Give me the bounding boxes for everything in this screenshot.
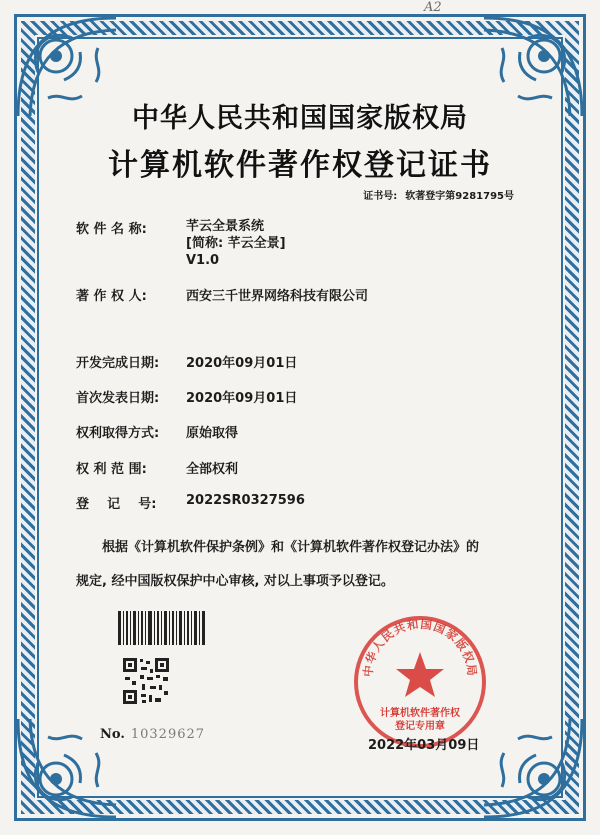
field-label: 登 记 号:	[76, 497, 157, 512]
field-registration-number	[76, 493, 305, 512]
corner-ornament	[474, 709, 592, 827]
field-copyright-owner	[76, 285, 369, 304]
field-development-date	[76, 352, 298, 371]
certificate-number-label: 证书号:	[363, 191, 398, 202]
field-value	[186, 218, 286, 269]
field-value: 全部权利	[186, 462, 239, 477]
serial-number	[100, 727, 205, 742]
field-value: 原始取得	[186, 426, 239, 441]
seal-inner-line-2: 登记专用章	[395, 721, 445, 732]
seal-inner-line-1: 计算机软件著作权	[380, 708, 460, 719]
field-value: 2022SR0327596	[186, 493, 305, 508]
field-label: 著 作 权 人:	[76, 289, 147, 304]
issue-date: 2022年03月09日	[368, 738, 480, 753]
field-publication-date	[76, 387, 298, 406]
field-scope-of-rights	[76, 458, 239, 477]
field-value: 2020年09月01日	[186, 391, 298, 406]
handwritten-note: A2	[424, 0, 442, 15]
software-short-name-line: [简称: 芊云全景]	[186, 236, 286, 251]
issuer-title: 中华人民共和国国家版权局	[132, 103, 468, 134]
qr-code-image	[122, 657, 170, 705]
certificate-number-value: 软著登字第9281795号	[405, 191, 514, 202]
seal-ring-text: 中华人民共和国国家版权局	[360, 616, 480, 678]
field-software-name	[76, 218, 286, 268]
field-value: 西安三千世界网络科技有限公司	[186, 289, 369, 304]
field-acquisition-method	[76, 422, 239, 441]
certificate-number	[363, 187, 514, 202]
field-label: 软 件 名 称:	[76, 222, 147, 237]
serial-value: 10329627	[130, 727, 206, 742]
field-label: 权利取得方式:	[76, 426, 160, 441]
software-version-line: V1.0	[186, 253, 220, 268]
serial-prefix: No.	[100, 727, 125, 742]
field-label: 权 利 范 围:	[76, 462, 147, 477]
software-name-line: 芊云全景系统	[186, 219, 265, 234]
field-label: 首次发表日期:	[76, 391, 160, 406]
field-value: 2020年09月01日	[186, 356, 298, 371]
official-seal	[350, 612, 490, 752]
field-label: 开发完成日期:	[76, 356, 160, 371]
statement-line-2: 规定, 经中国版权保护中心审核, 对以上事项予以登记。	[76, 574, 394, 589]
barcode-image	[118, 611, 206, 645]
certificate-title: 计算机软件著作权登记证书	[108, 148, 492, 183]
statement-line-1: 根据《计算机软件保护条例》和《计算机软件著作权登记办法》的	[102, 540, 480, 555]
